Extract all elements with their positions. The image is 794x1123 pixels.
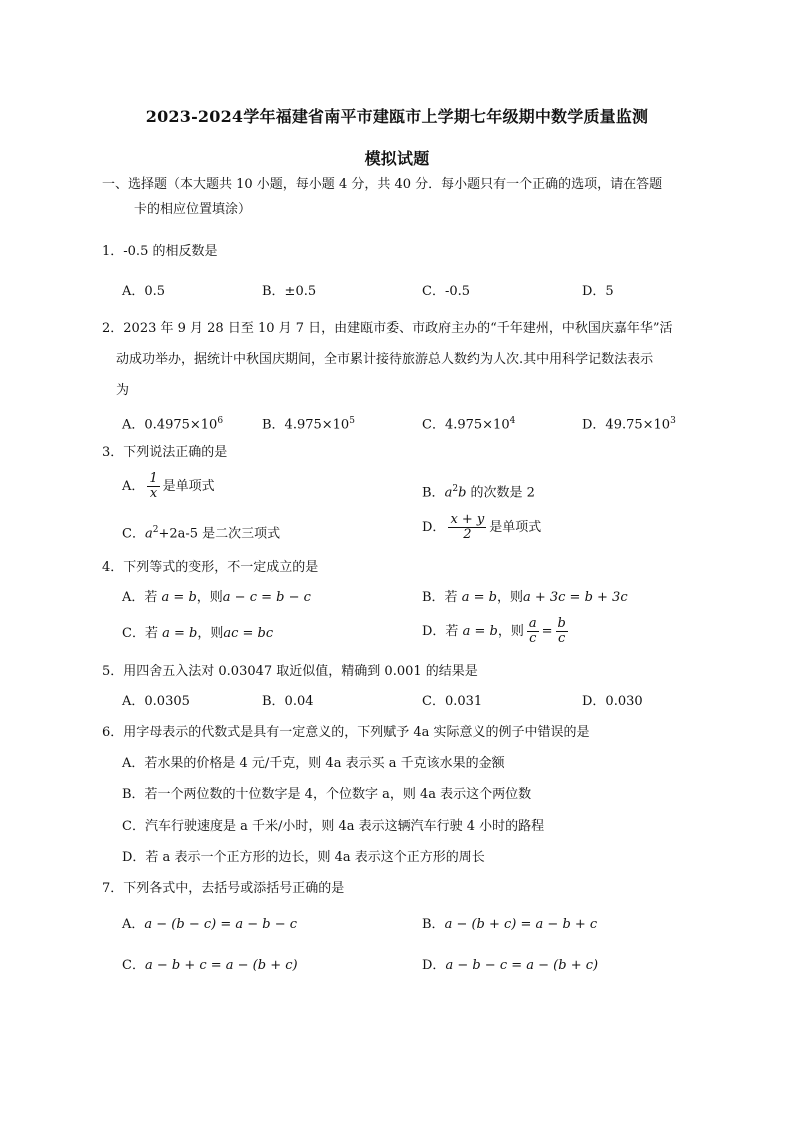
- option-b-condition: a = b: [461, 590, 497, 605]
- option-b-label: B．: [422, 485, 445, 501]
- option-c-label: C．: [122, 526, 145, 542]
- question-7-option-b: [422, 916, 597, 934]
- question-3-option-b: [422, 480, 535, 502]
- equals-sign: =: [541, 624, 553, 639]
- fraction-denominator: c: [529, 631, 537, 646]
- option-d-exponent: 3: [670, 416, 676, 426]
- option-b-expression: a − (b + c) = a − b + c: [444, 917, 598, 932]
- fraction-numerator: b: [557, 616, 566, 631]
- fraction: [147, 472, 159, 501]
- question-5-option-a: A．0.0305: [122, 694, 190, 709]
- option-c-label: C．: [122, 958, 145, 973]
- question-2-option-d: [582, 412, 676, 434]
- question-1-option-b: B．±0.5: [262, 284, 317, 299]
- fraction-numerator: x + y: [450, 512, 485, 527]
- option-a-expression: a − (b − c) = a − b − c: [144, 917, 298, 932]
- variable-b: b: [458, 485, 467, 501]
- option-d-label: D．: [422, 958, 446, 973]
- question-5-stem: 5．用四舍五入法对 0.03047 取近似值，精确到 0.001 的结果是: [102, 664, 478, 679]
- option-c-expression: a − b + c = a − (b + c): [144, 958, 298, 973]
- fraction-numerator: a: [528, 616, 537, 631]
- question-6-option-d: D．若 a 表示一个正方形的边长，则 4a 表示这个正方形的周长: [122, 850, 485, 865]
- option-d-base: D．49.75×10: [582, 417, 671, 433]
- option-a-prefix: A．若: [122, 590, 158, 605]
- section-heading-cont: 卡的相应位置填涂）: [134, 202, 252, 217]
- question-2-option-a: [122, 412, 223, 434]
- question-4-option-a: [122, 589, 311, 607]
- question-4-option-b: [422, 589, 628, 607]
- option-c-then: ，则: [197, 626, 224, 641]
- option-c-text: +2a-5 是二次三项式: [158, 526, 281, 542]
- question-6-stem: 6．用字母表示的代数式是具有一定意义的，下列赋予 4a 实际意义的例子中错误的是: [102, 725, 590, 740]
- fraction-numerator: 1: [149, 471, 158, 486]
- option-a-base: A．0.4975×10: [122, 417, 218, 433]
- exam-title-line2: 模拟试题: [364, 149, 430, 168]
- option-d-expression: a − b − c = a − (b + c): [445, 958, 599, 973]
- option-c-condition: a = b: [162, 626, 198, 641]
- option-d-then: ，则: [497, 624, 524, 639]
- question-1-stem: 1．-0.5 的相反数是: [102, 244, 218, 259]
- question-7-option-a: [122, 916, 297, 934]
- fraction: [448, 513, 486, 542]
- question-1-option-c: C．-0.5: [422, 284, 471, 299]
- fraction-denominator: x: [149, 486, 158, 501]
- option-a-exponent: 6: [217, 416, 224, 426]
- option-d-condition: a = b: [462, 624, 498, 639]
- question-3-stem: 3．下列说法正确的是: [102, 445, 228, 460]
- question-7-option-d: [422, 957, 598, 975]
- exponent: 2: [452, 484, 459, 494]
- question-1-option-d: D．5: [582, 284, 614, 299]
- question-5-option-c: C．0.031: [422, 694, 483, 709]
- option-d-text: 是单项式: [489, 520, 542, 535]
- option-a-label: A．: [122, 917, 145, 932]
- option-a-result: a − c = b − c: [222, 590, 311, 605]
- option-c-exponent: 4: [509, 416, 516, 426]
- option-c-base: C．4.975×10: [422, 417, 510, 433]
- option-b-then: ，则: [496, 590, 523, 605]
- variable-a: a: [144, 526, 153, 542]
- question-7-option-c: [122, 957, 298, 975]
- question-6-option-a: A．若水果的价格是 4 元/千克，则 4a 表示买 a 千克该水果的金额: [122, 756, 505, 771]
- option-b-text: 的次数是 2: [466, 485, 535, 501]
- question-1-option-a: A．0.5: [122, 284, 166, 299]
- fraction-denominator: c: [558, 631, 566, 646]
- fraction-denominator: 2: [463, 527, 472, 542]
- exam-title-line1: 2023-2024学年福建省南平市建瓯市上学期七年级期中数学质量监测: [145, 107, 649, 126]
- option-b-label: B．: [422, 917, 445, 932]
- option-c-result: ac = bc: [223, 626, 274, 641]
- question-3-option-d: [422, 513, 541, 542]
- option-a-text: 是单项式: [162, 479, 215, 494]
- option-a-then: ，则: [196, 590, 223, 605]
- option-b-result: a + 3c = b + 3c: [522, 590, 628, 605]
- question-2-stem-end: 为: [116, 383, 130, 398]
- option-d-label: D．: [422, 520, 446, 535]
- question-2-option-b: [262, 412, 355, 434]
- exponent: 2: [152, 525, 159, 535]
- option-a-label: A．: [122, 479, 145, 494]
- question-2-option-c: [422, 412, 515, 434]
- fraction-left: [527, 617, 539, 646]
- question-5-option-b: B．0.04: [262, 694, 314, 709]
- option-c-prefix: C．若: [122, 626, 158, 641]
- question-2-stem: 2．2023 年 9 月 28 日至 10 月 7 日，由建瓯市委、市政府主办的“千年建州，中秋国庆嘉年华”活: [102, 321, 673, 336]
- section-heading: 一、选择题（本大题共 10 小题，每小题 4 分，共 40 分．每小题只有一个正确的选项，请在答题: [102, 177, 663, 192]
- option-a-condition: a = b: [161, 590, 197, 605]
- option-b-prefix: B．若: [422, 590, 458, 605]
- question-3-option-c: [122, 521, 280, 543]
- option-b-base: B．4.975×10: [262, 417, 350, 433]
- option-b-exponent: 5: [349, 416, 355, 426]
- question-4-option-d: [422, 617, 571, 646]
- fraction-right: [556, 617, 568, 646]
- question-4-option-c: [122, 625, 273, 643]
- variable-a: a: [444, 485, 453, 501]
- question-7-stem: 7．下列各式中，去括号或添括号正确的是: [102, 881, 345, 896]
- question-6-option-b: B．若一个两位数的十位数字是 4，个位数字 a，则 4a 表示这个两位数: [122, 787, 532, 802]
- question-6-option-c: C．汽车行驶速度是 a 千米/小时，则 4a 表示这辆汽车行驶 4 小时的路程: [122, 819, 545, 834]
- question-4-stem: 4．下列等式的变形，不一定成立的是: [102, 560, 319, 575]
- question-5-option-d: D．0.030: [582, 694, 643, 709]
- option-d-prefix: D．若: [422, 624, 459, 639]
- question-3-option-a: [122, 472, 215, 501]
- question-2-stem-cont: 动成功举办，据统计中秋国庆期间，全市累计接待旅游总人数约为人次.其中用科学记数法表示: [116, 352, 654, 367]
